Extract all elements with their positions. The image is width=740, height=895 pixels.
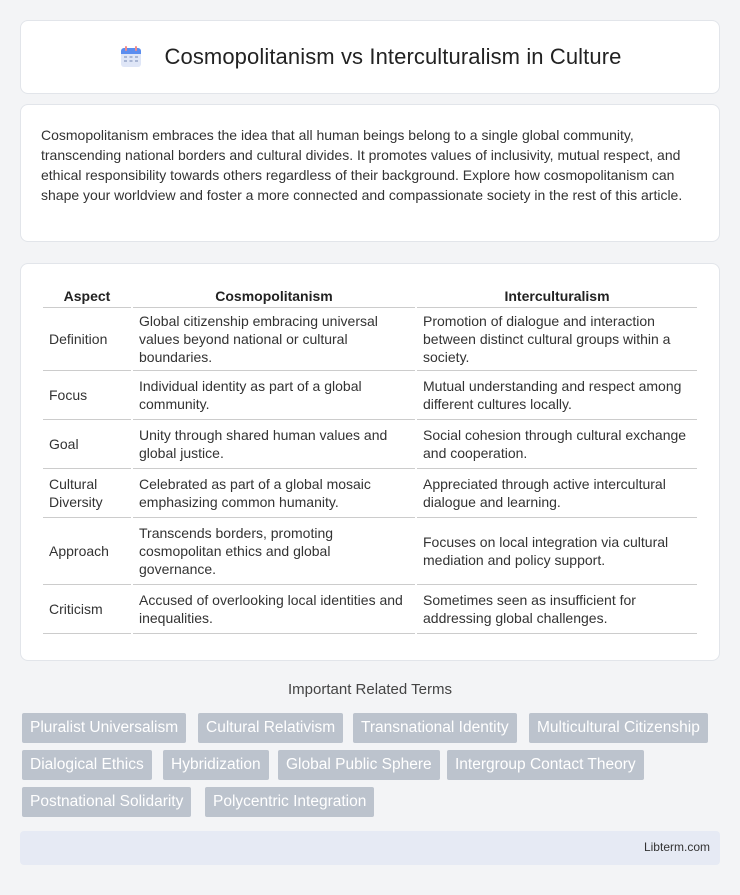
table-row (43, 371, 697, 420)
row-cosmopolitanism: Unity through shared human values and global justice. (133, 420, 415, 469)
related-term-tag[interactable]: Transnational Identity (353, 713, 517, 743)
table-row (43, 308, 697, 371)
header-interculturalism: Interculturalism (417, 284, 697, 308)
row-cosmopolitanism: Celebrated as part of a global mosaic emphasizing common humanity. (133, 469, 415, 518)
row-cosmopolitanism: Transcends borders, promoting cosmopolitan ethics and global governance. (133, 518, 415, 585)
row-aspect: Goal (43, 420, 131, 469)
row-cosmopolitanism: Individual identity as part of a global community. (133, 371, 415, 420)
row-aspect: Approach (43, 518, 131, 585)
row-cosmopolitanism: Global citizenship embracing universal values beyond national or cultural boundaries. (133, 308, 415, 371)
intro-text: Cosmopolitanism embraces the idea that all human beings belong to a single global community, transcending national borders and cultural divides. It promotes values of inclusivity, mutual respect, and ethical responsibility towards others regardless of their background. Explore how cosmopolitanism can shape your worldview and foster a more connected and compassionate society in the rest of this article. (41, 127, 683, 203)
row-aspect: Cultural Diversity (43, 469, 131, 518)
table-row (43, 469, 697, 518)
comparison-table (41, 284, 699, 634)
row-interculturalism: Sometimes seen as insufficient for addressing global challenges. (417, 585, 697, 634)
row-aspect: Focus (43, 371, 131, 420)
header-aspect: Aspect (43, 284, 131, 308)
related-term-tag[interactable]: Intergroup Contact Theory (447, 750, 644, 780)
related-term-tag[interactable]: Global Public Sphere (278, 750, 440, 780)
intro-card (20, 104, 720, 242)
comparison-table-card (20, 263, 720, 661)
row-interculturalism: Promotion of dialogue and interaction between distinct cultural groups within a society. (417, 308, 697, 371)
row-interculturalism: Social cohesion through cultural exchange and cooperation. (417, 420, 697, 469)
header-card (20, 20, 720, 94)
related-term-tag[interactable]: Hybridization (163, 750, 269, 780)
related-term-tag[interactable]: Pluralist Universalism (22, 713, 186, 743)
related-term-tag[interactable]: Dialogical Ethics (22, 750, 152, 780)
related-term-tag[interactable]: Cultural Relativism (198, 713, 343, 743)
related-term-tag[interactable]: Polycentric Integration (205, 787, 374, 817)
footer (20, 831, 720, 865)
related-term-tag[interactable]: Multicultural Citizenship (529, 713, 708, 743)
table-row (43, 518, 697, 585)
table-header-row (43, 284, 697, 308)
row-aspect: Definition (43, 308, 131, 371)
row-aspect: Criticism (43, 585, 131, 634)
header-cosmopolitanism: Cosmopolitanism (133, 284, 415, 308)
table-row (43, 585, 697, 634)
table-row (43, 420, 697, 469)
row-interculturalism: Mutual understanding and respect among different cultures locally. (417, 371, 697, 420)
calendar-icon (119, 45, 143, 69)
related-term-tag[interactable]: Postnational Solidarity (22, 787, 191, 817)
row-interculturalism: Focuses on local integration via cultural mediation and policy support. (417, 518, 697, 585)
footer-site-link[interactable]: Libterm.com (643, 840, 710, 854)
page-title: Cosmopolitanism vs Interculturalism in Culture (164, 44, 622, 69)
related-terms-title: Important Related Terms (288, 681, 452, 698)
row-interculturalism: Appreciated through active intercultural dialogue and learning. (417, 469, 697, 518)
row-cosmopolitanism: Accused of overlooking local identities and inequalities. (133, 585, 415, 634)
